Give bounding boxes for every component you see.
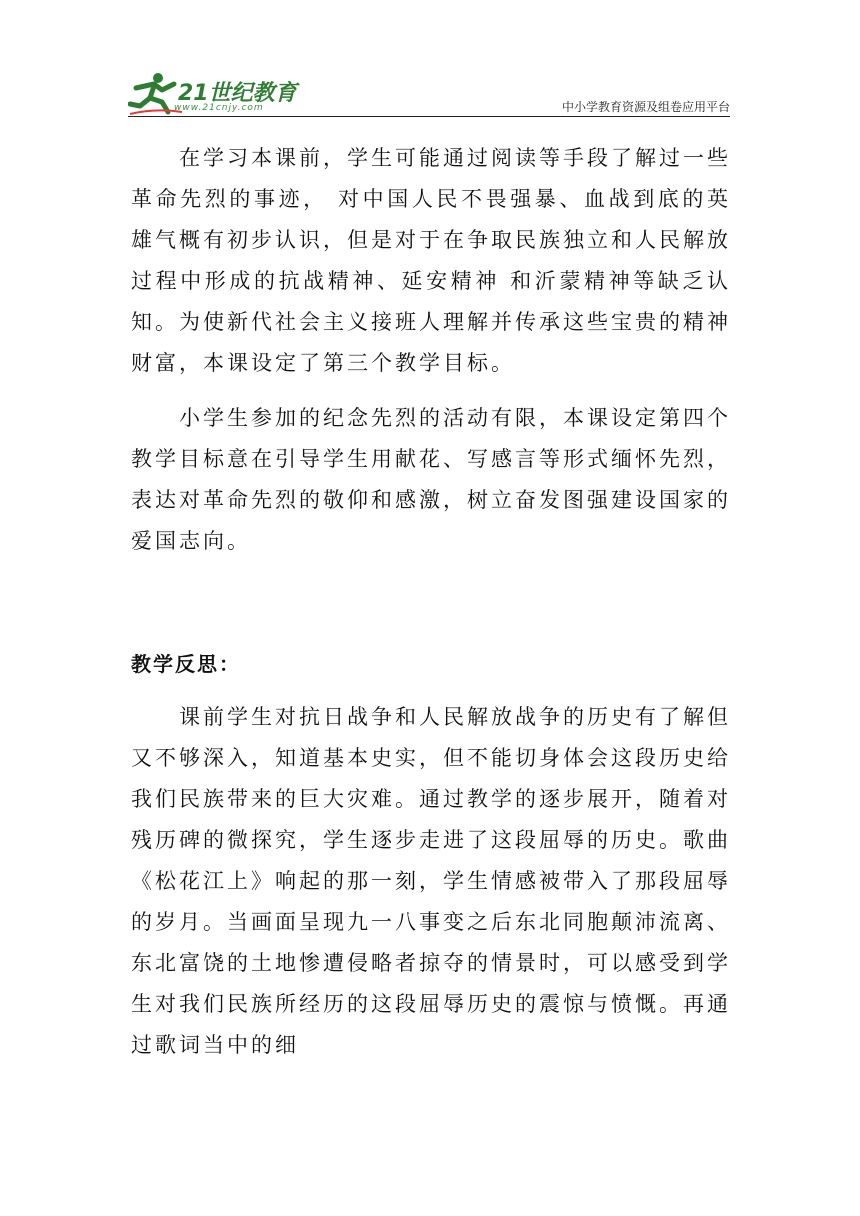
logo-text: 21世纪教育 <box>178 81 297 106</box>
logo-url: www.21cnjy.com <box>174 103 264 113</box>
reflection-paragraph: 课前学生对抗日战争和人民解放战争的历史有了解但又不够深入，知道基本史实，但不能切身体会这段历史给我们民族带来的巨大灾难。通过教学的逐步展开，随着对残历碑的微探究，学生逐步走进了这段屈辱的历史。歌曲《松花江上》响起的那一刻，学生情感被带入了那段屈辱的岁月。当画面呈现九一八事变之后东北同胞颠沛流离、东北富饶的土地惨遭侵略者掠夺的情景时，可以感受到学生对我们民族所经历的这段屈辱历史的震惊与愤慨。再通过歌词当中的细 <box>131 705 731 1057</box>
section-heading: 教学反思： <box>131 652 241 676</box>
body-paragraph-1: 在学习本课前，学生可能通过阅读等手段了解过一些革命先烈的事迹， 对中国人民不畏强暴、血战到底的英雄气概有初步认识，但是对于在争取民族独立和人民解放过程中形成的抗战精神、延安精神 和沂蒙精神等缺乏认知。为使新代社会主义接班人理解并传承这些宝贵的精神财富，本课设定了第三个教学目标。 <box>131 146 731 375</box>
header-divider <box>128 116 730 117</box>
page-header <box>128 70 730 118</box>
body-paragraph-2: 小学生参加的纪念先烈的活动有限，本课设定第四个教学目标意在引导学生用献花、写感言等形式缅怀先烈，表达对革命先烈的敬仰和感激，树立奋发图强建设国家的爱国志向。 <box>131 406 731 553</box>
logo <box>128 70 298 116</box>
header-tagline: 中小学教育资源及组卷应用平台 <box>561 100 730 114</box>
section-spacer <box>131 562 731 644</box>
document-body <box>131 138 731 1066</box>
